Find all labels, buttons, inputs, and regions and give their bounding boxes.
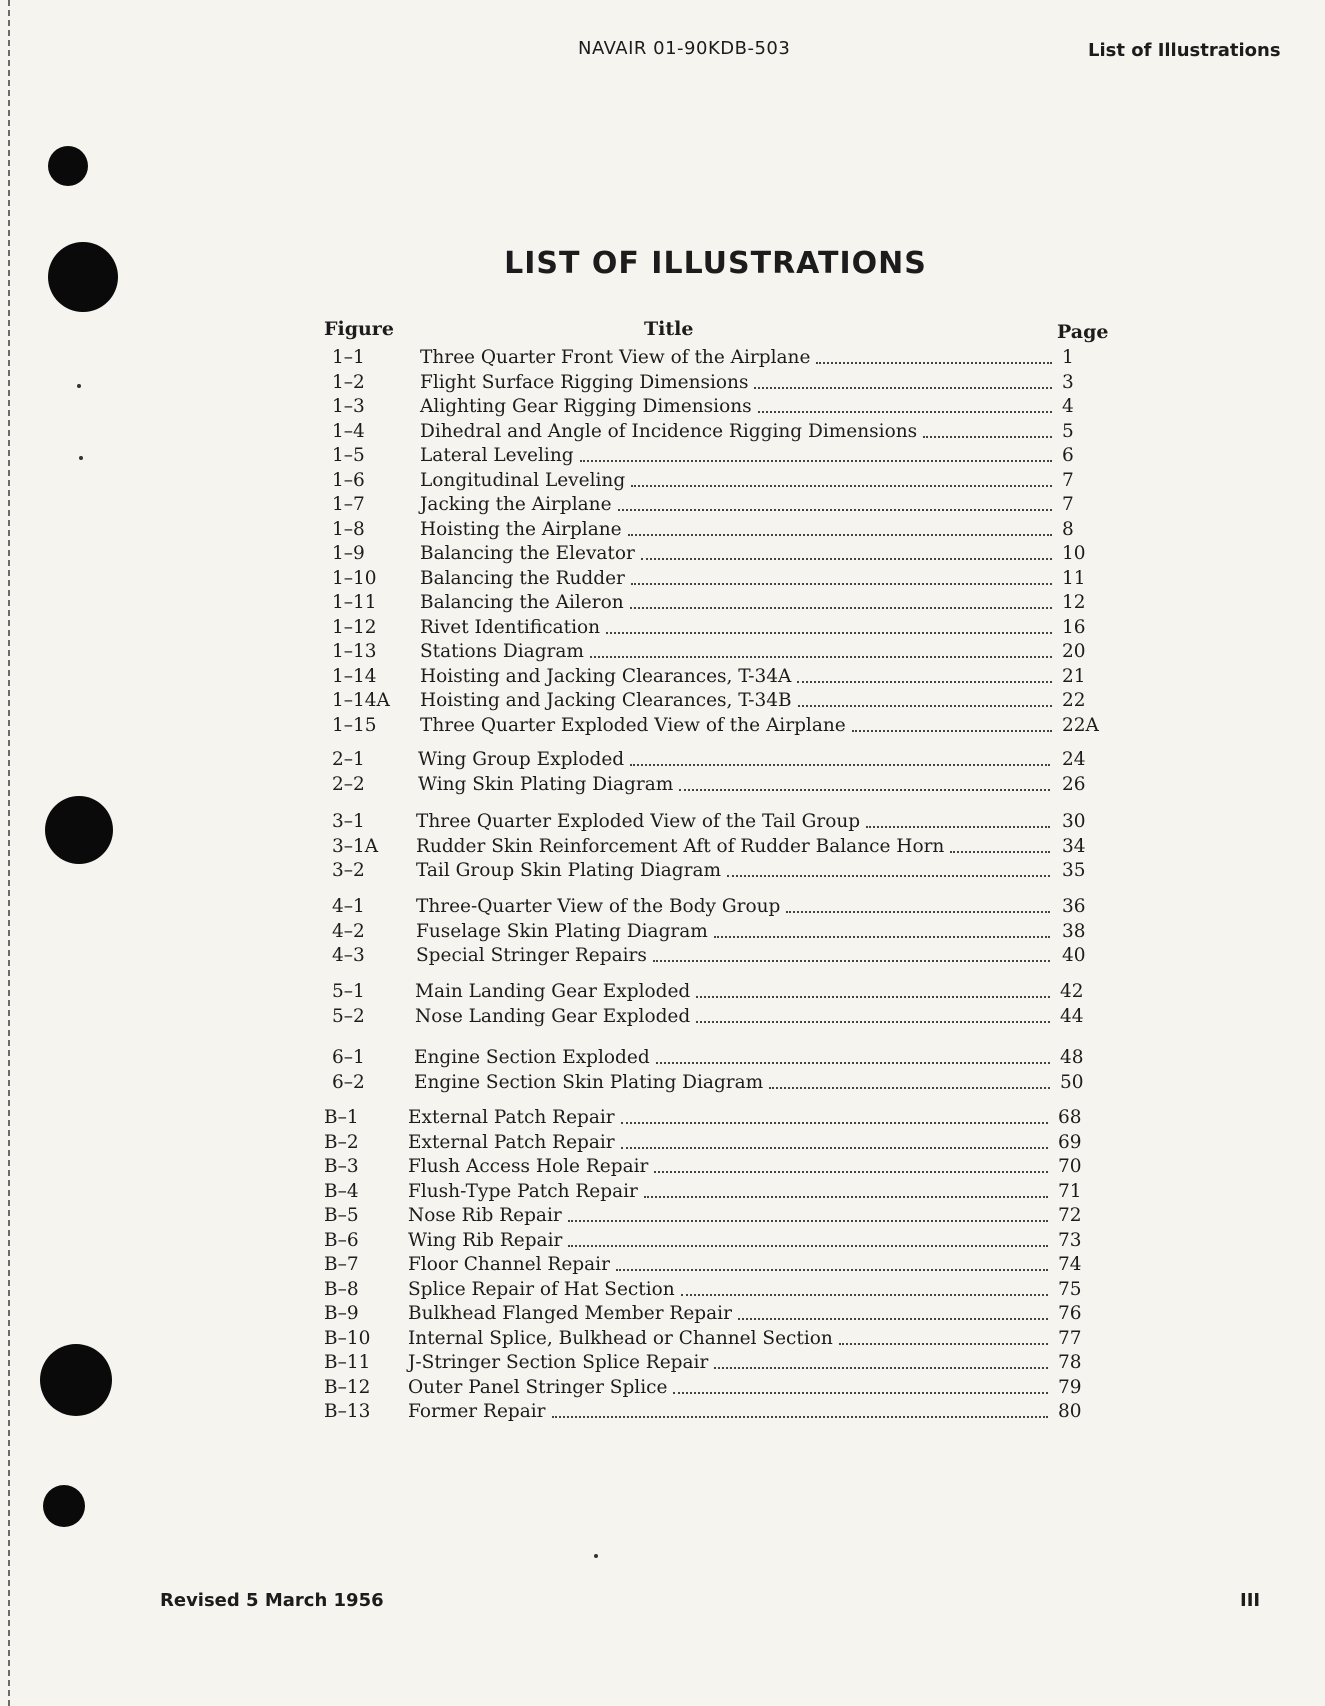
figure-title: Wing Rib Repair xyxy=(408,1229,563,1251)
list-item xyxy=(332,542,1110,566)
figure-title: Three Quarter Exploded View of the Airplane xyxy=(420,714,846,736)
list-item xyxy=(332,518,1110,542)
figure-title: Hoisting and Jacking Clearances, T-34A xyxy=(420,665,792,687)
leader-dots xyxy=(769,1087,1050,1089)
list-item xyxy=(324,1376,1110,1400)
leader-dots xyxy=(580,460,1052,462)
figure-title: Alighting Gear Rigging Dimensions xyxy=(420,396,752,417)
leader-dots xyxy=(673,1392,1048,1394)
figure-title: Former Repair xyxy=(408,1401,546,1422)
figure-number: 4–2 xyxy=(332,920,365,942)
figure-number: 1–15 xyxy=(332,714,377,736)
figure-title: Hoisting and Jacking Clearances, T-34B xyxy=(420,690,792,711)
leader-dots xyxy=(679,789,1050,791)
figure-number: B–3 xyxy=(324,1156,359,1177)
figure-title: Special Stringer Repairs xyxy=(416,945,647,966)
figure-number: 4–1 xyxy=(332,896,365,917)
leader-dots xyxy=(568,1220,1048,1222)
figure-number: 3–2 xyxy=(332,860,365,881)
figure-title: J-Stringer Section Splice Repair xyxy=(408,1352,709,1373)
leader-dots xyxy=(714,936,1050,938)
figure-number: 5–2 xyxy=(332,1005,365,1027)
list-item xyxy=(332,567,1110,591)
figure-title: External Patch Repair xyxy=(408,1107,615,1128)
revision-date: Revised 5 March 1956 xyxy=(160,1590,384,1611)
list-item xyxy=(324,1106,1110,1130)
figure-title: Outer Panel Stringer Splice xyxy=(408,1376,668,1398)
figure-number: B–2 xyxy=(324,1131,359,1153)
figure-title: Longitudinal Leveling xyxy=(420,469,626,491)
figure-title: Three-Quarter View of the Body Group xyxy=(416,896,781,917)
figure-number: 1–14 xyxy=(332,665,377,687)
figure-number: 1–1 xyxy=(332,347,365,368)
page-reference: 76 xyxy=(1058,1303,1082,1324)
page-reference: 10 xyxy=(1062,543,1086,564)
list-item xyxy=(324,1351,1110,1375)
column-header-figure: Figure xyxy=(324,318,394,340)
list-item xyxy=(332,748,1110,772)
leader-dots xyxy=(606,632,1052,634)
figure-number: B–10 xyxy=(324,1327,371,1349)
page-title: LIST OF ILLUSTRATIONS xyxy=(504,246,927,281)
page-reference: 3 xyxy=(1062,371,1074,393)
list-item xyxy=(332,420,1110,444)
list-item xyxy=(332,616,1110,640)
figure-number: 1–10 xyxy=(332,567,377,589)
figure-title: Three Quarter Exploded View of the Tail Group xyxy=(416,811,861,832)
page-reference: 22A xyxy=(1062,714,1099,736)
page-reference: 16 xyxy=(1062,616,1086,638)
page-reference: 48 xyxy=(1060,1047,1084,1068)
leader-dots xyxy=(641,558,1052,560)
page-reference: 80 xyxy=(1058,1401,1082,1422)
list-item xyxy=(324,1131,1110,1155)
page-reference: 44 xyxy=(1060,1005,1084,1027)
figure-title: Hoisting the Airplane xyxy=(420,518,622,540)
list-item xyxy=(332,665,1110,689)
figure-title: Wing Group Exploded xyxy=(418,749,625,770)
list-item xyxy=(332,714,1110,738)
figure-title: Fuselage Skin Plating Diagram xyxy=(416,920,708,942)
page-reference: 26 xyxy=(1062,773,1086,795)
figure-title: Floor Channel Repair xyxy=(408,1254,610,1275)
figure-title: Engine Section Skin Plating Diagram xyxy=(414,1071,764,1093)
section-title: List of Illustrations xyxy=(1088,40,1281,61)
page-reference: 34 xyxy=(1062,835,1086,857)
list-item xyxy=(332,835,1110,859)
figure-title: Three Quarter Front View of the Airplane xyxy=(420,347,811,368)
figure-title: Lateral Leveling xyxy=(420,445,574,466)
figure-title: Engine Section Exploded xyxy=(414,1047,650,1068)
page-reference: 4 xyxy=(1062,396,1074,417)
leader-dots xyxy=(590,656,1052,658)
leader-dots xyxy=(727,875,1050,877)
page-reference: 24 xyxy=(1062,749,1086,770)
figure-number: B–13 xyxy=(324,1401,371,1422)
leader-dots xyxy=(621,1147,1048,1149)
page-reference: 73 xyxy=(1058,1229,1082,1251)
list-item xyxy=(332,493,1110,517)
list-item xyxy=(332,944,1110,968)
figure-number: 1–3 xyxy=(332,396,365,417)
page-reference: 75 xyxy=(1058,1278,1082,1300)
list-item xyxy=(324,1180,1110,1204)
figure-number: B–11 xyxy=(324,1352,371,1373)
figure-number: 1–4 xyxy=(332,420,365,442)
page-reference: 70 xyxy=(1058,1156,1082,1177)
list-item xyxy=(332,1071,1110,1095)
leader-dots xyxy=(628,534,1052,536)
figure-number: 2–2 xyxy=(332,773,365,795)
leader-dots xyxy=(786,911,1050,913)
figure-title: Wing Skin Plating Diagram xyxy=(418,773,674,795)
list-item xyxy=(332,591,1110,615)
figure-title: Nose Rib Repair xyxy=(408,1205,562,1226)
figure-title: Balancing the Rudder xyxy=(420,567,625,589)
figure-number: B–6 xyxy=(324,1229,359,1251)
leader-dots xyxy=(797,681,1052,683)
list-item xyxy=(332,346,1110,370)
figure-number: 1–13 xyxy=(332,641,377,662)
page-reference: 72 xyxy=(1058,1205,1082,1226)
figure-number: B–4 xyxy=(324,1180,359,1202)
document-number: NAVAIR 01-90KDB-503 xyxy=(578,38,791,59)
list-item xyxy=(332,859,1110,883)
page-reference: 50 xyxy=(1060,1071,1084,1093)
list-item xyxy=(332,395,1110,419)
list-item xyxy=(332,1046,1110,1070)
figure-title: Jacking the Airplane xyxy=(420,494,612,515)
list-item xyxy=(332,920,1110,944)
page-reference: 78 xyxy=(1058,1352,1082,1373)
list-item xyxy=(324,1327,1110,1351)
list-item xyxy=(332,980,1110,1004)
list-item xyxy=(324,1278,1110,1302)
figure-title: Balancing the Aileron xyxy=(420,592,624,613)
figure-number: 1–6 xyxy=(332,469,365,491)
page-reference: 79 xyxy=(1058,1376,1082,1398)
page-reference: 40 xyxy=(1062,945,1086,966)
figure-number: 1–12 xyxy=(332,616,377,638)
page-reference: 30 xyxy=(1062,811,1086,832)
column-header-title: Title xyxy=(644,318,694,340)
figure-title: Dihedral and Angle of Incidence Rigging Dimensions xyxy=(420,420,918,442)
leader-dots xyxy=(654,1171,1048,1173)
figure-number: 5–1 xyxy=(332,981,365,1002)
figure-title: External Patch Repair xyxy=(408,1131,615,1153)
figure-number: B–8 xyxy=(324,1278,359,1300)
figure-title: Internal Splice, Bulkhead or Channel Section xyxy=(408,1327,833,1349)
leader-dots xyxy=(630,607,1052,609)
figure-number: 1–2 xyxy=(332,371,365,393)
leader-dots xyxy=(852,730,1052,732)
page-reference: 35 xyxy=(1062,860,1086,881)
page-reference: 42 xyxy=(1060,981,1084,1002)
list-item xyxy=(332,773,1110,797)
leader-dots xyxy=(552,1416,1048,1418)
page-reference: 77 xyxy=(1058,1327,1082,1349)
figure-title: Flush Access Hole Repair xyxy=(408,1156,649,1177)
figure-title: Rivet Identification xyxy=(420,616,601,638)
list-item xyxy=(332,640,1110,664)
list-item xyxy=(332,371,1110,395)
page-reference: 5 xyxy=(1062,420,1074,442)
column-header-page: Page xyxy=(1057,321,1109,343)
list-item xyxy=(332,444,1110,468)
leader-dots xyxy=(758,411,1052,413)
figure-number: 1–8 xyxy=(332,518,365,540)
leader-dots xyxy=(616,1269,1048,1271)
page-reference: 22 xyxy=(1062,690,1086,711)
list-item xyxy=(324,1400,1110,1424)
figure-title: Rudder Skin Reinforcement Aft of Rudder Balance Horn xyxy=(416,835,945,857)
leader-dots xyxy=(839,1343,1048,1345)
figure-title: Flush-Type Patch Repair xyxy=(408,1180,638,1202)
leader-dots xyxy=(714,1367,1048,1369)
leader-dots xyxy=(618,509,1052,511)
list-item xyxy=(324,1229,1110,1253)
leader-dots xyxy=(656,1062,1050,1064)
page-reference: 69 xyxy=(1058,1131,1082,1153)
list-item xyxy=(332,895,1110,919)
leader-dots xyxy=(681,1294,1048,1296)
figure-number: 1–5 xyxy=(332,445,365,466)
figure-title: Bulkhead Flanged Member Repair xyxy=(408,1303,732,1324)
leader-dots xyxy=(816,362,1052,364)
page-reference: 36 xyxy=(1062,896,1086,917)
figure-number: 6–1 xyxy=(332,1047,365,1068)
leader-dots xyxy=(923,436,1052,438)
figure-number: 1–9 xyxy=(332,543,365,564)
figure-number: B–5 xyxy=(324,1205,359,1226)
figure-number: B–9 xyxy=(324,1303,359,1324)
list-item xyxy=(332,469,1110,493)
figure-number: 2–1 xyxy=(332,749,365,770)
page-reference: 1 xyxy=(1062,347,1074,368)
page-reference: 12 xyxy=(1062,592,1086,613)
leader-dots xyxy=(950,851,1050,853)
leader-dots xyxy=(738,1318,1048,1320)
figure-title: Stations Diagram xyxy=(420,641,584,662)
list-item xyxy=(324,1204,1110,1228)
figure-title: Tail Group Skin Plating Diagram xyxy=(416,860,722,881)
page-reference: 7 xyxy=(1062,469,1074,491)
page-reference: 11 xyxy=(1062,567,1086,589)
leader-dots xyxy=(653,960,1050,962)
leader-dots xyxy=(696,1021,1050,1023)
figure-number: 3–1 xyxy=(332,811,365,832)
leader-dots xyxy=(621,1122,1048,1124)
leader-dots xyxy=(696,996,1050,998)
list-item xyxy=(324,1302,1110,1326)
figure-title: Main Landing Gear Exploded xyxy=(415,981,691,1002)
figure-title: Balancing the Elevator xyxy=(420,543,635,564)
figure-number: 6–2 xyxy=(332,1071,365,1093)
leader-dots xyxy=(798,705,1052,707)
figure-number: 3–1A xyxy=(332,835,379,857)
figure-title: Splice Repair of Hat Section xyxy=(408,1278,675,1300)
leader-dots xyxy=(866,826,1050,828)
leader-dots xyxy=(631,583,1052,585)
figure-title: Flight Surface Rigging Dimensions xyxy=(420,371,749,393)
page-reference: 68 xyxy=(1058,1107,1082,1128)
leader-dots xyxy=(644,1196,1048,1198)
figure-number: 4–3 xyxy=(332,945,365,966)
page-reference: 38 xyxy=(1062,920,1086,942)
page-number: III xyxy=(1240,1590,1261,1611)
page-reference: 21 xyxy=(1062,665,1086,687)
page-reference: 71 xyxy=(1058,1180,1082,1202)
figure-number: B–12 xyxy=(324,1376,371,1398)
list-item xyxy=(332,1005,1110,1029)
figure-number: 1–7 xyxy=(332,494,365,515)
figure-number: 1–11 xyxy=(332,592,377,613)
leader-dots xyxy=(631,485,1052,487)
list-item xyxy=(324,1155,1110,1179)
page-reference: 6 xyxy=(1062,445,1074,466)
figure-number: B–1 xyxy=(324,1107,359,1128)
page-reference: 7 xyxy=(1062,494,1074,515)
leader-dots xyxy=(754,387,1052,389)
list-item xyxy=(332,810,1110,834)
figure-number: B–7 xyxy=(324,1254,359,1275)
list-item xyxy=(332,689,1110,713)
page-reference: 74 xyxy=(1058,1254,1082,1275)
page-reference: 8 xyxy=(1062,518,1074,540)
figure-number: 1–14A xyxy=(332,690,390,711)
figure-title: Nose Landing Gear Exploded xyxy=(415,1005,691,1027)
leader-dots xyxy=(630,764,1050,766)
page-reference: 20 xyxy=(1062,641,1086,662)
leader-dots xyxy=(568,1245,1048,1247)
list-item xyxy=(324,1253,1110,1277)
